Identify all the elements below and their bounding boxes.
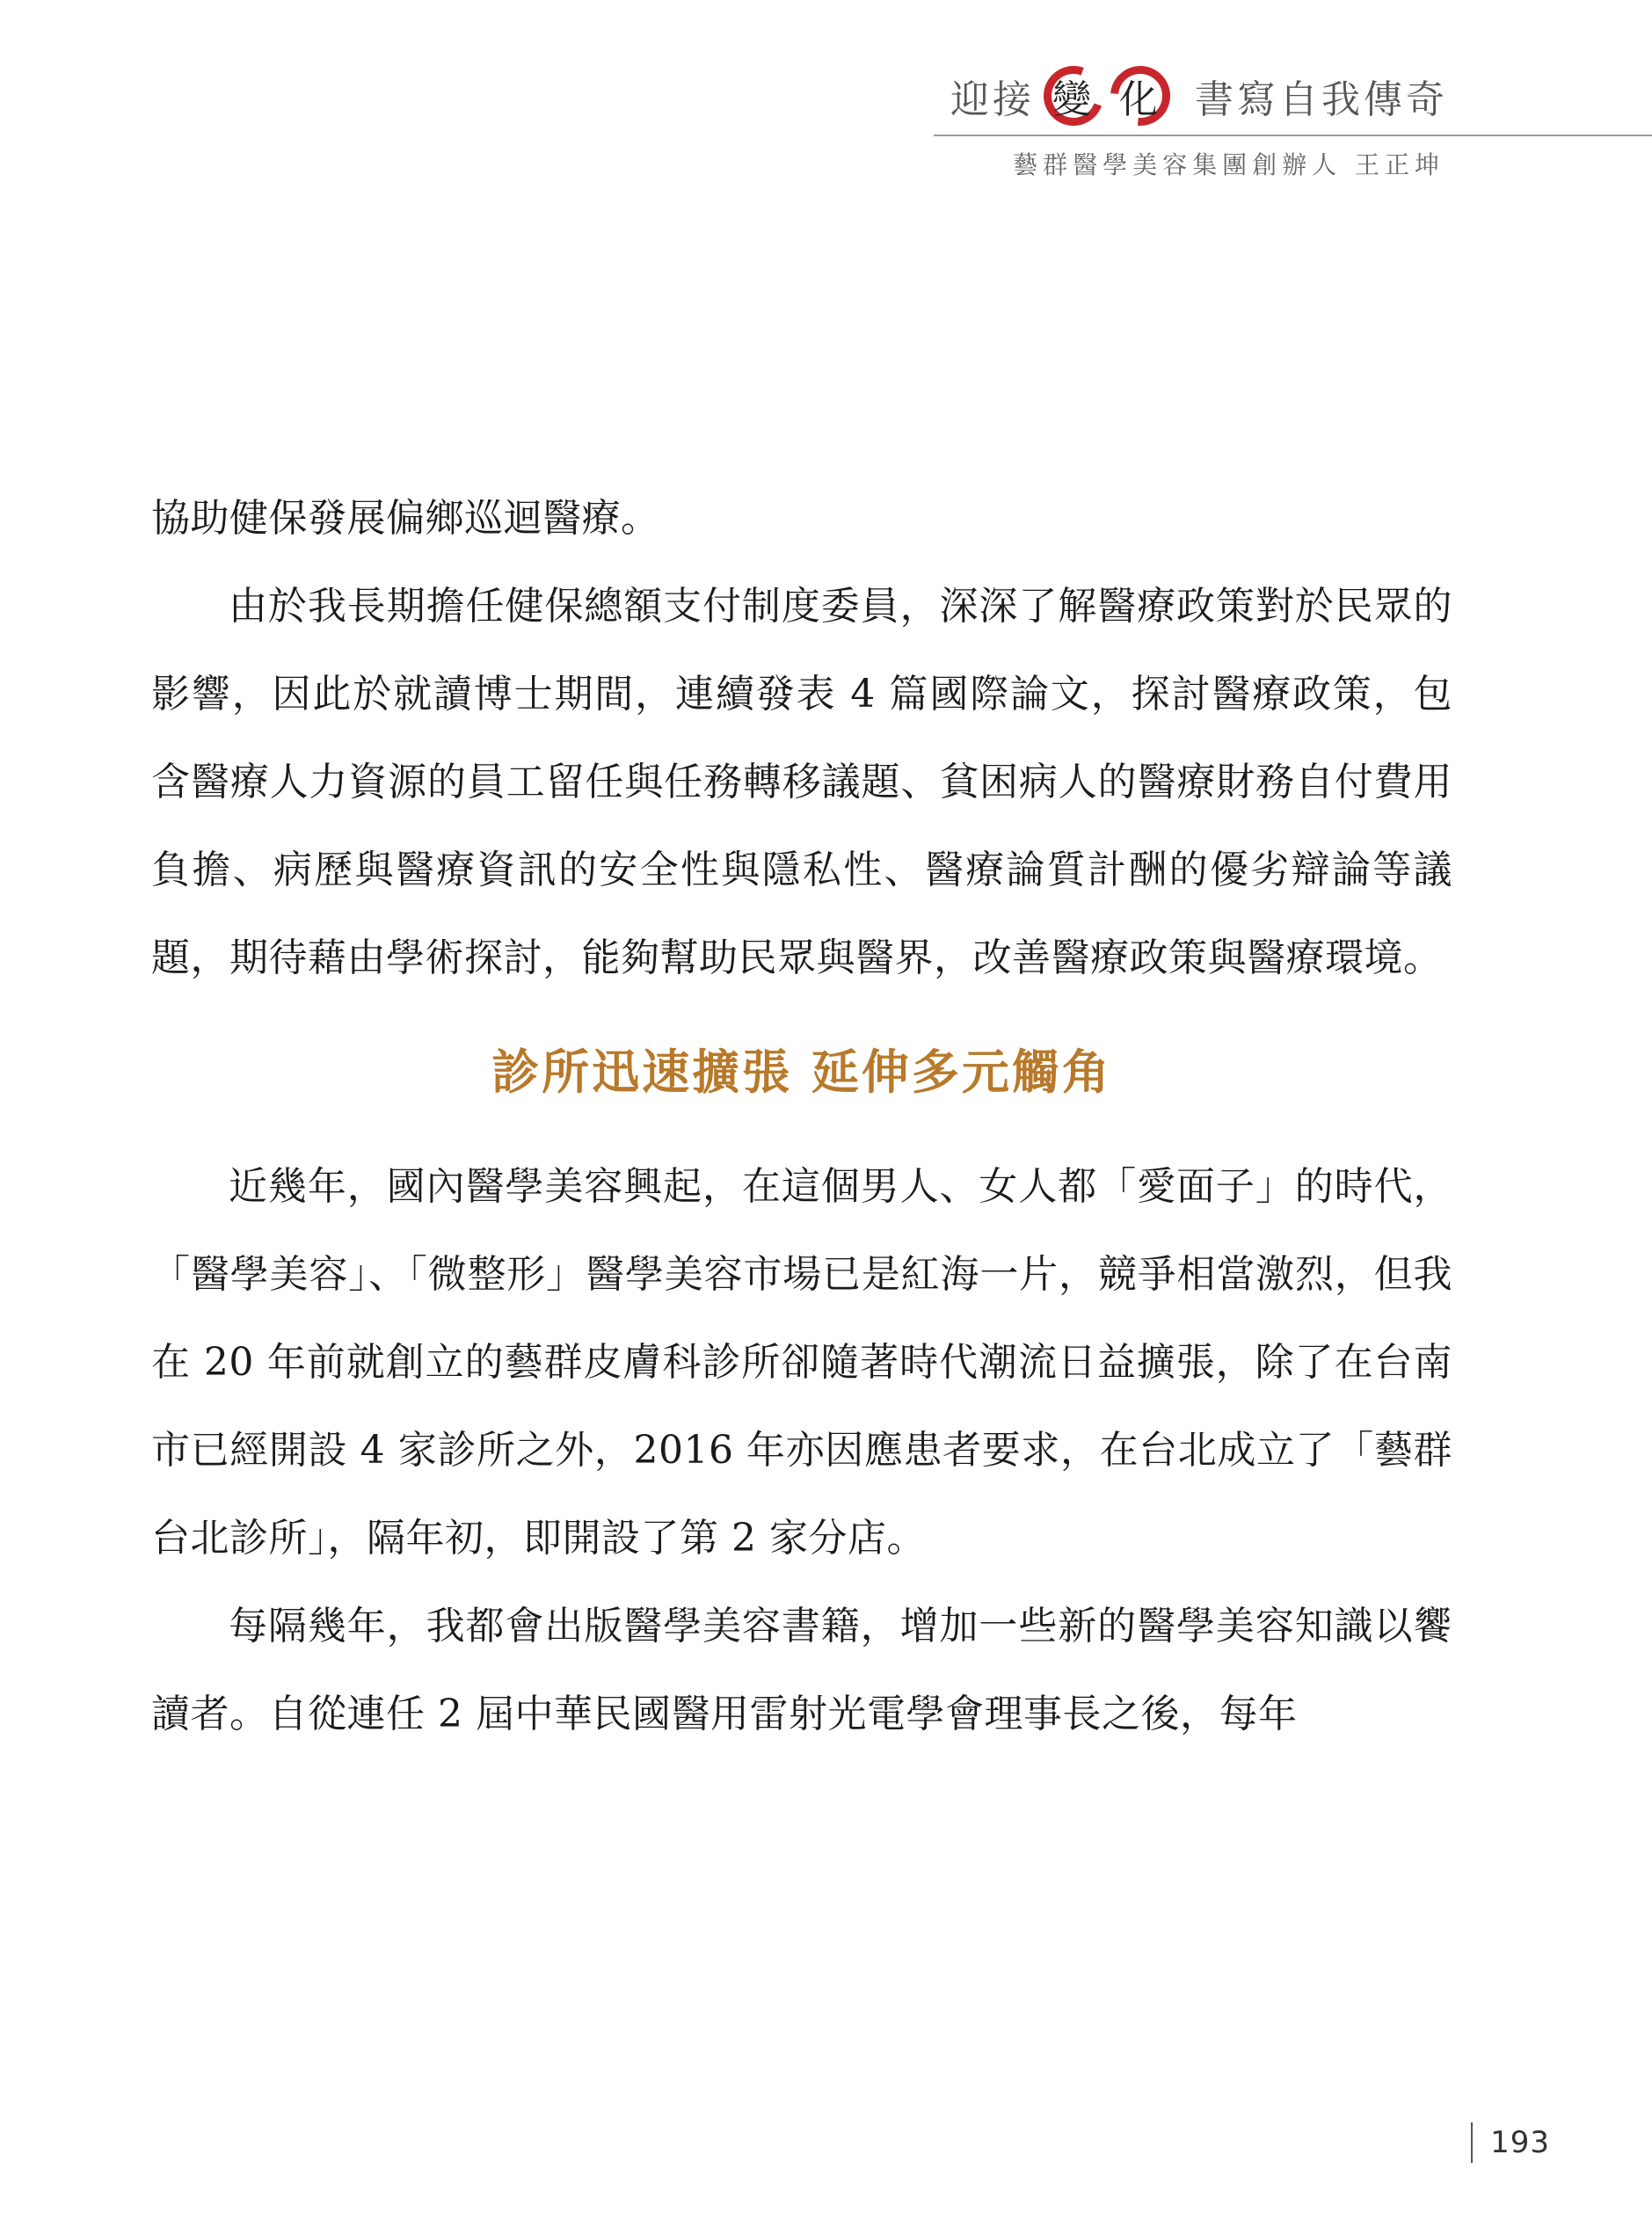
seal-character-1: 變 <box>1052 77 1095 122</box>
book-title-prefix: 迎接 <box>950 77 1035 122</box>
seal-icon-transform <box>1044 66 1103 126</box>
page-number: 193 <box>1490 2125 1550 2160</box>
book-title-suffix: 書寫自我傳奇 <box>1195 77 1448 122</box>
chapter-subtitle: 藝群醫學美容集團創辦人 王正坤 <box>1013 150 1445 179</box>
paragraph-1: 協助健保發展偏鄉巡迴醫療。 <box>151 496 660 541</box>
paragraph-4: 每隔幾年，我都會出版醫學美容書籍，增加一些新的醫學美容知識以饗讀者。自從連任 2 屆中華民國醫用雷射光電學會理事長之後，每年 <box>151 1604 1452 1736</box>
page-number-divider <box>1471 2122 1473 2163</box>
section-heading: 診所迅速擴張 延伸多元觸角 <box>491 1044 1112 1100</box>
seal-icon-change <box>1110 66 1170 126</box>
header-divider <box>934 135 1652 136</box>
main-content <box>151 475 1452 1758</box>
book-title <box>950 56 1448 135</box>
paragraph-3: 近幾年，國內醫學美容興起，在這個男人、女人都「愛面子」的時代，「醫學美容」、「微整形」醫學美容市場已是紅海一片，競爭相當激烈，但我在 20 年前就創立的藝群皮膚科診所卻隨著時代潮流日益擴張，除了在台南市已經開設 4 家診所之外，2016 年亦因應患者要求，在台北成立了「藝群台北診所」，隔年初，即開設了第 2 家分店。 <box>151 1164 1452 1561</box>
page-header <box>0 0 1652 193</box>
seal-character-2: 化 <box>1119 77 1161 122</box>
page-footer <box>1471 2122 1550 2163</box>
paragraph-2: 由於我長期擔任健保總額支付制度委員，深深了解醫療政策對於民眾的影響，因此於就讀博士期間，連續發表 4 篇國際論文，探討醫療政策，包含醫療人力資源的員工留任與任務轉移議題、貧困病人的醫療財務自付費用負擔、病歷與醫療資訊的安全性與隱私性、醫療論質計酬的優劣辯論等議題，期待藉由學術探討，能夠幫助民眾與醫界，改善醫療政策與醫療環境。 <box>151 584 1452 980</box>
